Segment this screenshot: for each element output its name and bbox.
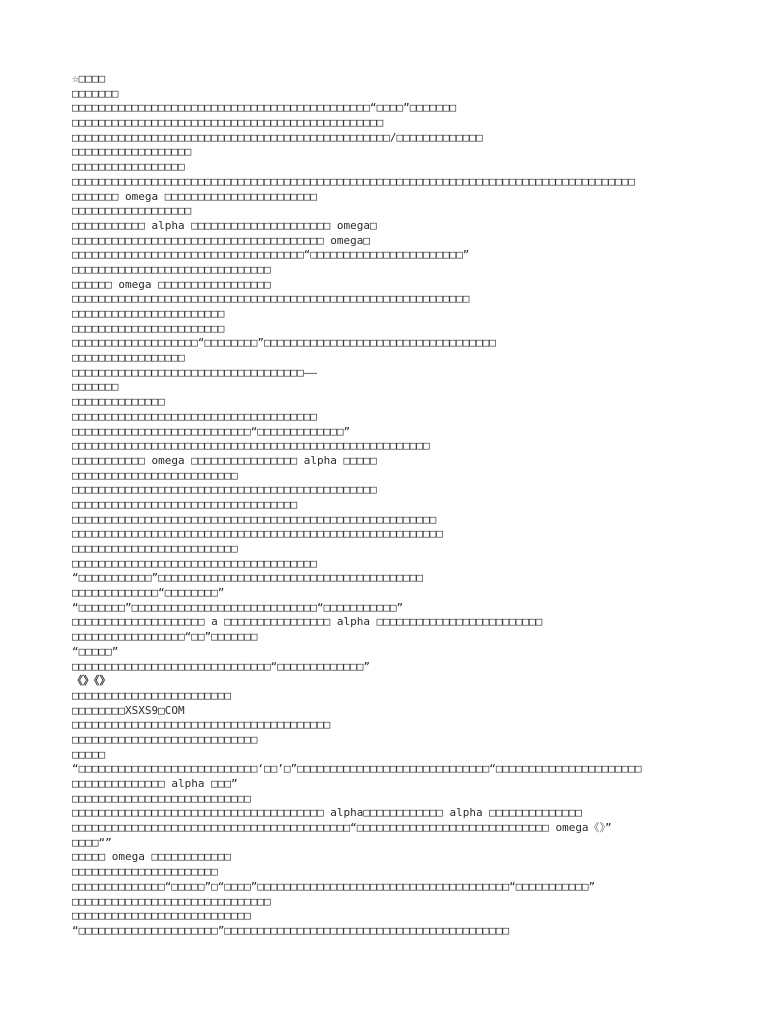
text-line: □□□□□□□□□□□□□□ alpha □□□” bbox=[72, 777, 238, 790]
text-line: □□□□□□□□□□□□□□□□□□□□□□□□□□□□□□□□□□□□□□□□□□□□□□□□□□□□□□□□□□□□ bbox=[72, 292, 470, 306]
text-line: □□□□□□□□□□□□□□□□□□□□□□□□□□□□□□□□□□□□□□□□□□□□□□□□□□□□□□□□□□□□□□□□□□□□□□□□□□□□□□□□□□□□□ bbox=[72, 174, 635, 188]
text-line: □□□□□□□□XSXS9□COM bbox=[72, 703, 185, 717]
text-line: □□□□□□□□□□□□□□□□□□□□□□□□□□□□□□□□□□□□□□□□□□□□□□□ bbox=[72, 116, 384, 130]
text-line: □□□□□□ omega □□□□□□□□□□□□□□□□□ bbox=[72, 277, 271, 291]
text-line: □□□□□□□□□□□□□□□□□□□□□□□□□ bbox=[72, 542, 238, 555]
text-line: □□□□□□□□□□□□□□□□□□□□□□□□□□□□□□□□□□□□□□□□□□□□□□ bbox=[72, 483, 377, 497]
text-line: □□□□□□□□□□□□□□ bbox=[72, 395, 165, 409]
text-line: “□□□□□□□□□□□”□□□□□□□□□□□□□□□□□□□□□□□□□□□□□□□□□□□□□□□□ bbox=[72, 571, 423, 585]
text-line: □□□□□□□ bbox=[72, 86, 119, 100]
text-line: □□□□□□□□□□□□□□□□□□□□□□□□□□□□□□□□□□□□□□□□□□□□□□□□□□□□□□□□ bbox=[72, 527, 443, 541]
text-line: □□□□□□□□□□□□□□□□□□□□□□□□□ bbox=[72, 468, 238, 482]
text-line: □□□□□□□□□□□□□□□□□□□□□□□□□□□□□□□□□□□□□ bbox=[72, 556, 318, 570]
text-line: □□□□□□□□□□□□□□□□□□□□□□□□□□□□□□□□□□□—— bbox=[72, 365, 318, 379]
text-line: □□□□□ omega □□□□□□□□□□□□ bbox=[72, 850, 231, 864]
document-text-body bbox=[72, 72, 722, 939]
text-line: □□□□□□□□□□□□□□□□□□ bbox=[72, 204, 192, 218]
text-line: □□□□□□□ omega □□□□□□□□□□□□□□□□□□□□□□□ bbox=[72, 189, 318, 203]
text-line: □□□□□□□□□□□□□□□□□ bbox=[72, 160, 185, 174]
text-line: “□□□□□” bbox=[72, 644, 119, 658]
text-line: □□□□□□□□□□□□□□□□□□□□□□□□□□□□□□□□□□□“□□□□□□□□□□□□□□□□□□□□□□□” bbox=[72, 248, 470, 262]
text-line: □□□□□□□□□□□□□□□□□ bbox=[72, 351, 185, 365]
text-line: □□□□□□□□□□□□□□“□□□□□”□“□□□□”□□□□□□□□□□□□□□□□□□□□□□□□□□□□□□□□□□□□□□“□□□□□□□□□□□” bbox=[72, 879, 596, 893]
text-line: □□□□□□□□□□□□□□□□□□□□□□□□□□□□□□□□□□□□□□□□□□“□□□□□□□□□□□□□□□□□□□□□□□□□□□□□ omega《》” bbox=[72, 821, 612, 835]
text-line: □□□□□□□□□□□ alpha □□□□□□□□□□□□□□□□□□□□□ omega□ bbox=[72, 218, 377, 232]
text-line: □□□□□□□□□□□□□□□□□□□□□□□□□□□“□□□□□□□□□□□□□” bbox=[72, 424, 351, 438]
text-line: □□□□□□□ bbox=[72, 380, 119, 394]
text-line: □□□□□□□□□□□□□□□□□□□□□□□ bbox=[72, 321, 225, 335]
text-line: □□□□□□□□□□□□□□□□□□□□□□□□□□□□□□ bbox=[72, 262, 271, 276]
text-line: □□□□□□□□□□□□□□□□□□□□□□□□□□□□□□“□□□□□□□□□□□□□” bbox=[72, 659, 371, 673]
text-line: □□□□□□□□□□□□□□□□□□□□□□□□□□□□ bbox=[72, 732, 258, 746]
text-line: 《》《》 bbox=[72, 674, 111, 688]
text-line: □□□□□□□□□□□□□□□□□□ bbox=[72, 145, 192, 159]
text-line: □□□□□□□□□□□□□□□□□□□□□□□□□□□□□□□□□□□□□□□ bbox=[72, 718, 331, 732]
text-line: □□□□□□□□□□□□□□□□□□□□□□□□□□□□□□□□□□ bbox=[72, 497, 298, 511]
text-line: □□□□□□□□□□□□□□□□□□□□□□□□ bbox=[72, 688, 231, 702]
text-line: □□□□□□□□□□□□□□□□□□□□□□□□□□□□□□ bbox=[72, 894, 271, 908]
text-line: “□□□□□□□□□□□□□□□□□□□□□□□□□□□‘□□’□”□□□□□□□□□□□□□□□□□□□□□□□□□□□□□“□□□□□□□□□□□□□□□□□□□□□□ bbox=[72, 762, 642, 776]
text-line: □□□□□□□□□□□□□□□□□□□□□□ bbox=[72, 865, 218, 879]
text-line: □□□□□□□□□□□□□□□□□□□□□□□□□□□ bbox=[72, 791, 251, 805]
text-line: □□□□□□□□□□□□□□□□□□□□□□□□□□□□□□□□□□□□□□□□□□□□□□□□□□□□□□ bbox=[72, 439, 430, 453]
text-line: □□□□“” bbox=[72, 835, 112, 849]
text-line: □□□□□□□□□□□□□□□□□□□□□□□ bbox=[72, 307, 225, 320]
text-line: □□□□□□□□□□□□□□□□□□□□□□□□□□□□□□□□□□□□□□□□□□□□□□□□□□□□□□□ bbox=[72, 512, 437, 526]
text-line: □□□□□□□□□□□□□□□□□□□□ a □□□□□□□□□□□□□□□□ alpha □□□□□□□□□□□□□□□□□□□□□□□□□ bbox=[72, 615, 543, 629]
text-line: □□□□□ bbox=[72, 747, 106, 761]
text-line: □□□□□□□□□□□□□□□□□□□□□□□□□□□□□□□□□□□□□□□□□□□□□□□□/□□□□□□□□□□□□□ bbox=[72, 130, 483, 144]
text-line: □□□□□□□□□□□□□□□□□□□“□□□□□□□□”□□□□□□□□□□□□□□□□□□□□□□□□□□□□□□□□□□□ bbox=[72, 336, 496, 350]
text-line: □□□□□□□□□□□□□□□□□□□□□□□□□□□□□□□□□□□□□□ omega□ bbox=[72, 233, 371, 247]
text-line: □□□□□□□□□□□□□□□□□“□□”□□□□□□□ bbox=[72, 630, 258, 644]
text-line: □□□□□□□□□□□□□□□□□□□□□□□□□□□ bbox=[72, 909, 251, 923]
text-line: □□□□□□□□□□□□□□□□□□□□□□□□□□□□□□□□□□□□□ bbox=[72, 409, 318, 423]
text-line: □□□□□□□□□□□□□□□□□□□□□□□□□□□□□□□□□□□□□□□□□□□□□“□□□□”□□□□□□□ bbox=[72, 101, 457, 115]
text-line: “□□□□□□□”□□□□□□□□□□□□□□□□□□□□□□□□□□□□“□□□□□□□□□□□” bbox=[72, 600, 404, 614]
text-line: “□□□□□□□□□□□□□□□□□□□□□”□□□□□□□□□□□□□□□□□□□□□□□□□□□□□□□□□□□□□□□□□□□ bbox=[72, 923, 510, 937]
text-line: □□□□□□□□□□□□□“□□□□□□□□” bbox=[72, 586, 225, 600]
text-line: ☆□□□□ bbox=[72, 72, 106, 85]
text-line: □□□□□□□□□□□ omega □□□□□□□□□□□□□□□□ alpha □□□□□ bbox=[72, 453, 377, 467]
text-line: □□□□□□□□□□□□□□□□□□□□□□□□□□□□□□□□□□□□□□ alpha□□□□□□□□□□□□ alpha □□□□□□□□□□□□□□ bbox=[72, 806, 582, 820]
